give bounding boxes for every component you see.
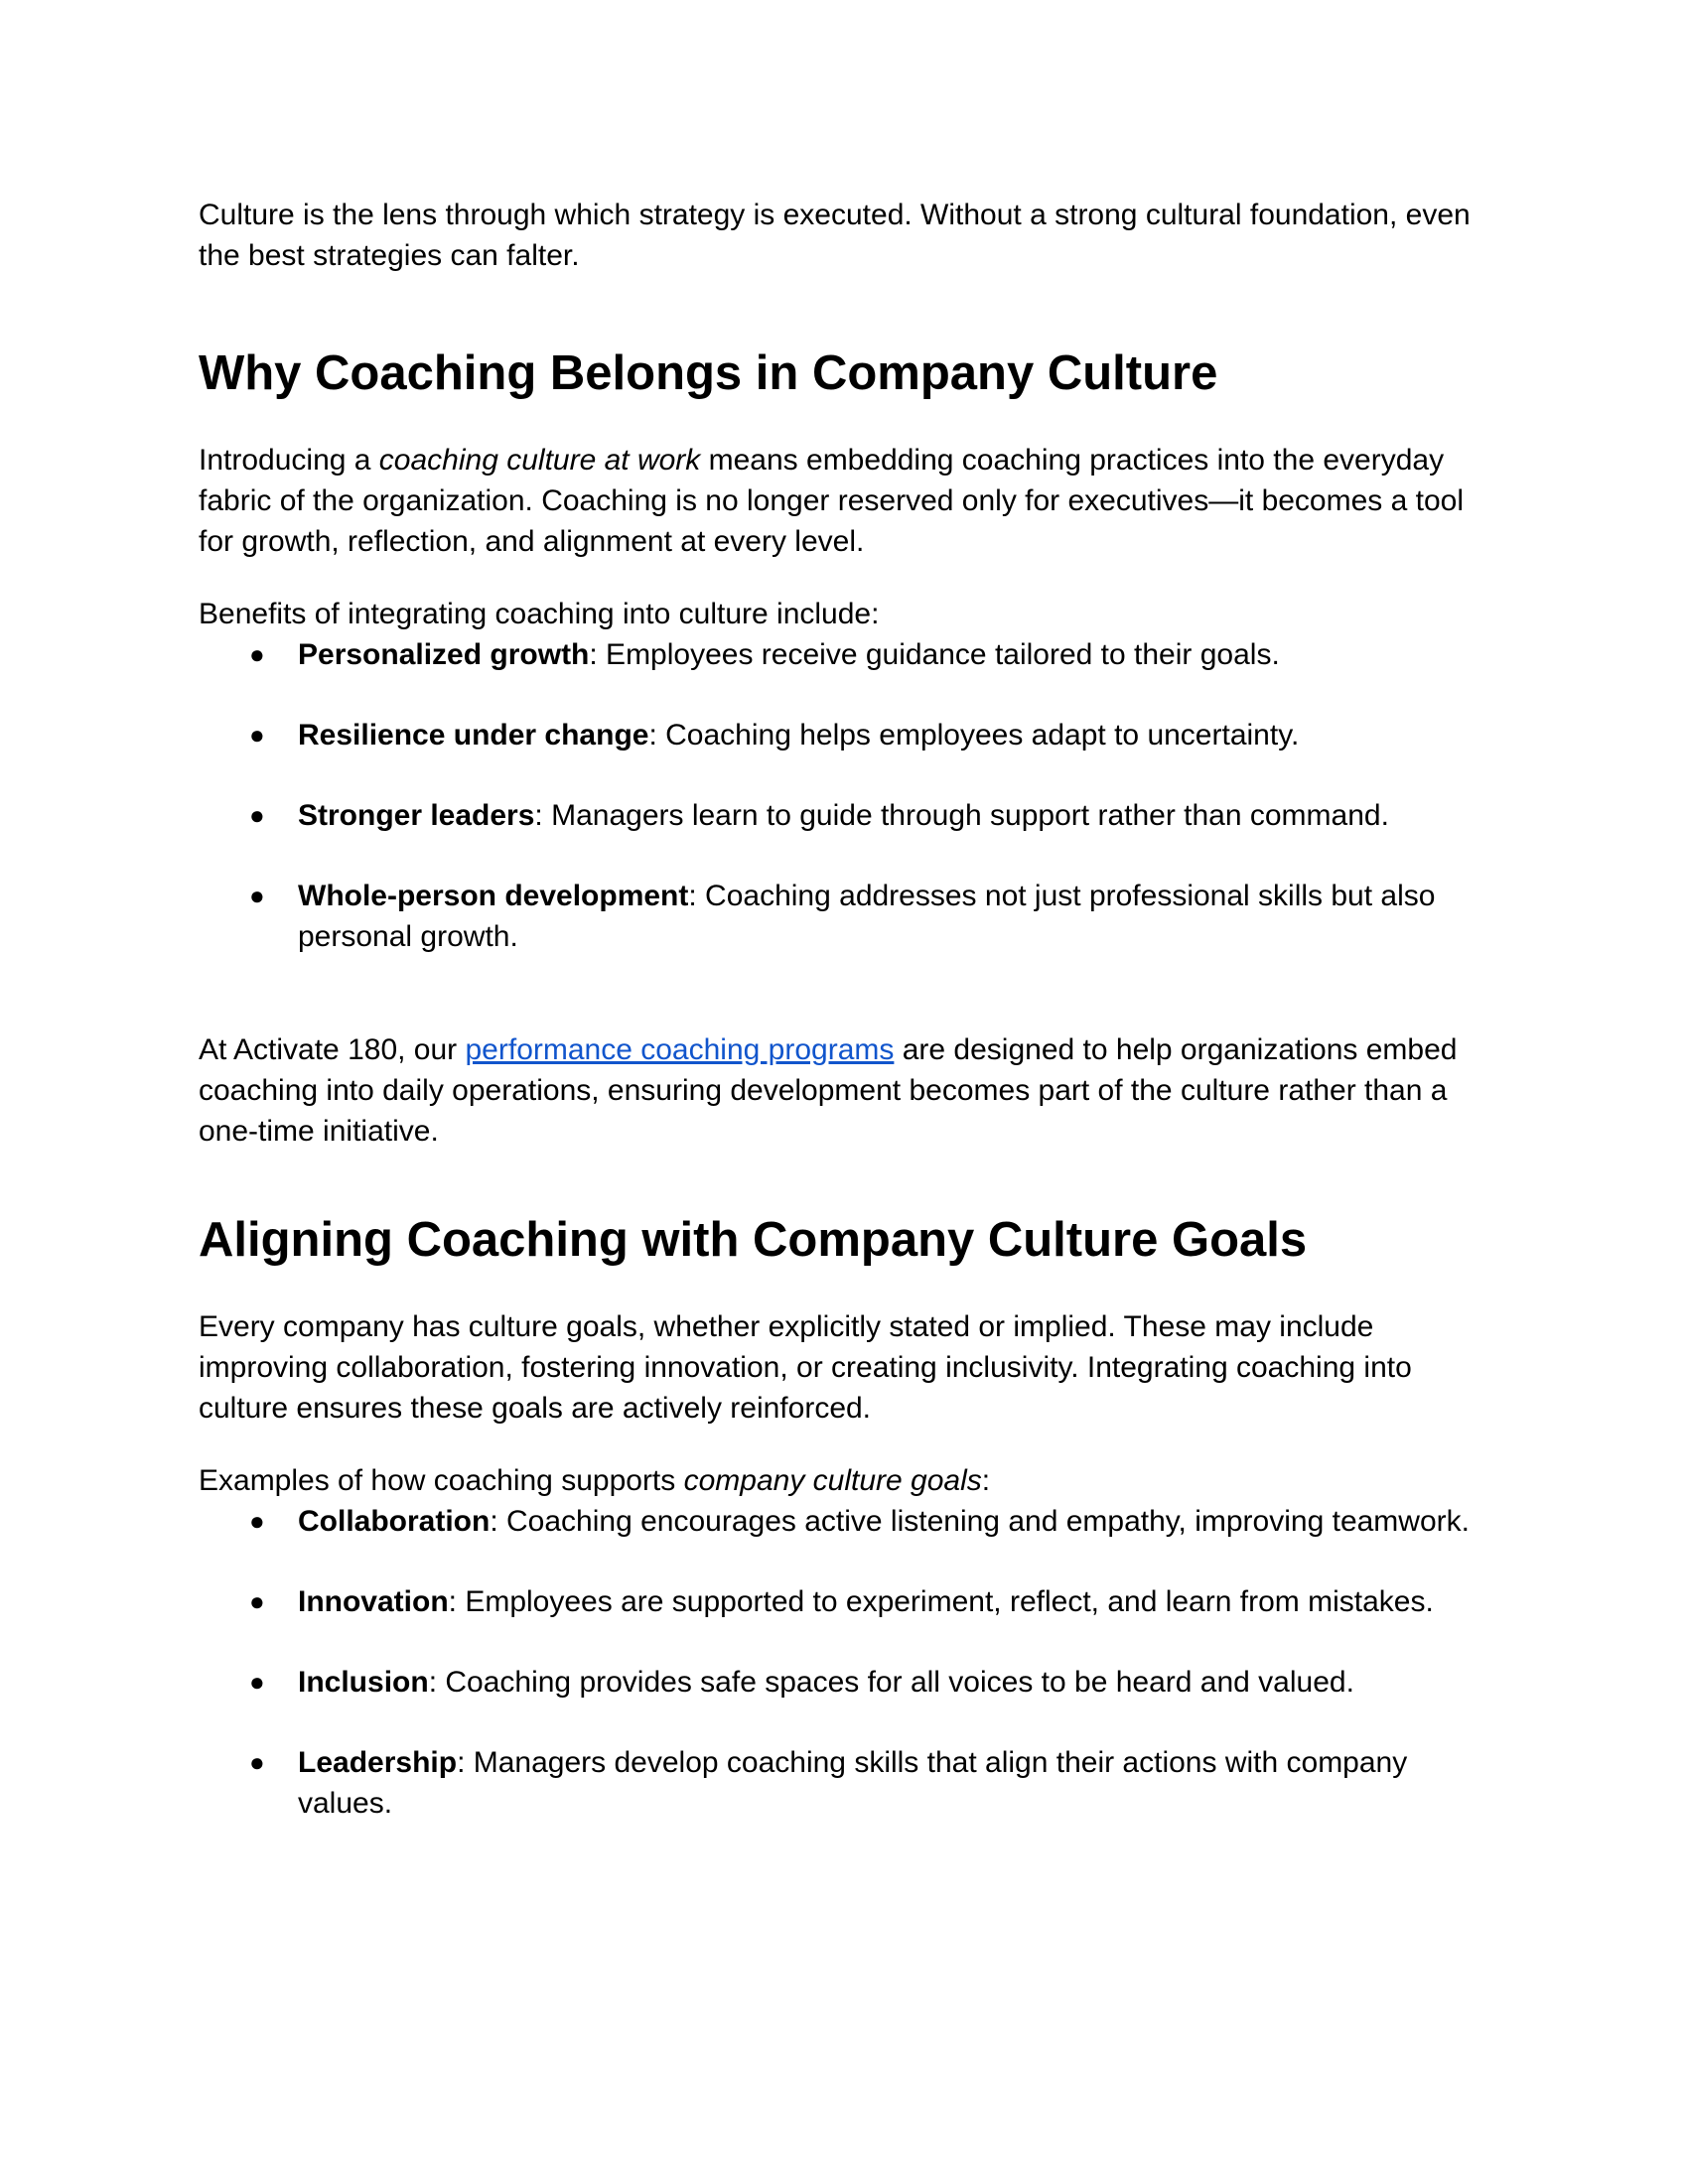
list-item-term: Collaboration (298, 1505, 491, 1538)
list-item-desc: : Employees are supported to experiment, reflect, and learn from mistakes. (448, 1585, 1434, 1618)
document-page (199, 195, 1499, 1824)
list-item (199, 876, 1499, 957)
bullet-icon: ● (249, 1506, 265, 1536)
list-item-desc: : Coaching addresses not just professional skills but also personal growth. (298, 880, 1436, 953)
list-item-term: Personalized growth (298, 638, 590, 671)
benefits-list (199, 634, 1499, 957)
examples-emphasis: company culture goals (683, 1464, 982, 1497)
bullet-icon: ● (249, 1747, 265, 1777)
closing-lead: At Activate 180, our (199, 1033, 466, 1066)
list-item-desc: : Managers develop coaching skills that align their actions with company values. (298, 1746, 1408, 1820)
list-item-desc: : Coaching helps employees adapt to uncertainty. (648, 719, 1300, 751)
section1-paragraph (199, 440, 1499, 562)
closing-rest: are designed to help organizations embed coaching into daily operations, ensuring development becomes part of the culture rather than a one-time initiative. (199, 1033, 1458, 1148)
section1-paragraph-rest: means embedding coaching practices into the everyday fabric of the organization. Coaching is no longer reserved only for executives—it becomes a tool for growth, reflection, and alignment at every level. (199, 444, 1465, 558)
examples-intro (199, 1460, 1499, 1501)
section1-emphasis: coaching culture at work (378, 444, 701, 477)
list-item-term: Leadership (298, 1746, 458, 1779)
list-item-term: Stronger leaders (298, 799, 535, 832)
bullet-icon: ● (249, 720, 265, 750)
list-item (199, 1581, 1499, 1622)
bullet-icon: ● (249, 881, 265, 910)
bullet-icon: ● (249, 1667, 265, 1697)
list-item (199, 1742, 1499, 1824)
list-item-term: Whole-person development (298, 880, 689, 912)
bullet-icon: ● (249, 639, 265, 669)
list-item (199, 1501, 1499, 1542)
section1-paragraph-lead: Introducing a (199, 444, 379, 477)
examples-colon: : (981, 1464, 991, 1497)
list-item-desc: : Coaching provides safe spaces for all voices to be heard and valued. (428, 1666, 1354, 1699)
bullet-icon: ● (249, 800, 265, 830)
list-item-term: Innovation (298, 1585, 449, 1618)
section2-heading: Aligning Coaching with Company Culture Goals (199, 1213, 1308, 1267)
performance-coaching-link[interactable]: performance coaching programs (465, 1033, 895, 1066)
list-item-desc: : Coaching encourages active listening and empathy, improving teamwork. (490, 1505, 1470, 1538)
list-item-term: Inclusion (298, 1666, 429, 1699)
section1-heading: Why Coaching Belongs in Company Culture (199, 346, 1218, 400)
list-item (199, 795, 1499, 836)
list-item (199, 715, 1499, 755)
examples-lead: Examples of how coaching supports (199, 1464, 684, 1497)
list-item (199, 634, 1499, 675)
benefits-intro: Benefits of integrating coaching into culture include: (199, 598, 880, 630)
list-item (199, 1662, 1499, 1703)
list-item-desc: : Managers learn to guide through support rather than command. (534, 799, 1389, 832)
intro-paragraph: Culture is the lens through which strategy is executed. Without a strong cultural foundation, even the best strategies can falter. (199, 199, 1471, 272)
section2-paragraph: Every company has culture goals, whether explicitly stated or implied. These may include improving collaboration, fostering innovation, or creating inclusivity. Integrating coaching into culture ensures these goals are actively reinforced. (199, 1310, 1412, 1425)
bullet-icon: ● (249, 1586, 265, 1616)
examples-list (199, 1501, 1499, 1824)
list-item-term: Resilience under change (298, 719, 649, 751)
list-item-desc: : Employees receive guidance tailored to their goals. (589, 638, 1280, 671)
closing-paragraph (199, 1029, 1499, 1152)
